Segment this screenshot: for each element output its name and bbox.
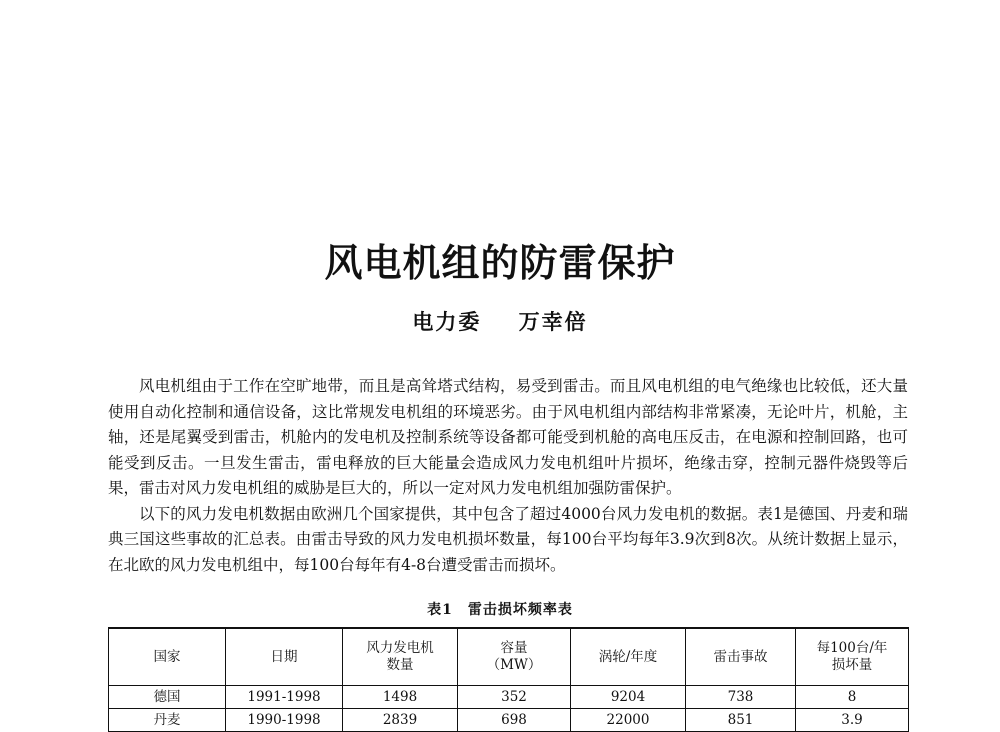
table-cell: 738	[686, 686, 796, 709]
paragraph: 风电机组由于工作在空旷地带，而且是高耸塔式结构，易受到雷击。而且风电机组的电气绝缘也比较低，还大量使用自动化控制和通信设备，这比常规发电机组的环境恶劣。由于风电机组内部结构非常紧凑，无论叶片，机舱，主轴，还是尾翼受到雷击，机舱内的发电机及控制系统等设备都可能受到机舱的高电压反击，在电源和控制回路，也可能受到反击。一旦发生雷击，雷电释放的巨大能量会造成风力发电机组叶片损坏，绝缘击穿，控制元器件烧毁等后果，雷击对风力发电机组的威胁是巨大的，所以一定对风力发电机组加强防雷保护。	[108, 377, 908, 497]
table-cell: 9204	[571, 686, 686, 709]
author-line	[0, 306, 1000, 336]
table-header-cell: 涡轮/年度	[571, 628, 686, 686]
paragraph: 以下的风力发电机数据由欧洲几个国家提供，其中包含了超过4000台风力发电机的数据。表1是德国、丹麦和瑞典三国这些事故的汇总表。由雷击导致的风力发电机损坏数量，每100台平均每年3.9次到8次。从统计数据上显示，在北欧的风力发电机组中，每100台每年有4-8台遭受雷击而损坏。	[108, 504, 908, 574]
table-cell: 352	[458, 686, 571, 709]
table-cell: 8	[796, 686, 909, 709]
table-cell: 22000	[571, 709, 686, 732]
table-cell: 1990-1998	[226, 709, 343, 732]
table-cell: 1991-1998	[226, 686, 343, 709]
table-row	[109, 686, 909, 709]
table-cell: 3.9	[796, 709, 909, 732]
table-row	[109, 709, 909, 732]
paper-title: 风电机组的防雷保护	[324, 241, 676, 285]
table-cell: 丹麦	[109, 709, 226, 732]
table-cell: 2839	[343, 709, 458, 732]
table-header-cell: 容量 （MW）	[458, 628, 571, 686]
table-header-cell: 日期	[226, 628, 343, 686]
table-cell: 851	[686, 709, 796, 732]
table-caption: 表1 雷击损坏频率表	[427, 602, 573, 618]
author-name: 电力委	[412, 309, 482, 334]
lightning-damage-table	[108, 627, 909, 732]
table-header-cell: 雷击事故	[686, 628, 796, 686]
table-header-cell: 风力发电机 数量	[343, 628, 458, 686]
table-cell: 德国	[109, 686, 226, 709]
author-name: 万幸倍	[518, 309, 588, 334]
table-header-cell: 每100台/年 损坏量	[796, 628, 909, 686]
table-header-cell: 国家	[109, 628, 226, 686]
table-cell: 698	[458, 709, 571, 732]
body-text	[108, 374, 908, 578]
table-cell: 1498	[343, 686, 458, 709]
table-header-row	[109, 628, 909, 686]
